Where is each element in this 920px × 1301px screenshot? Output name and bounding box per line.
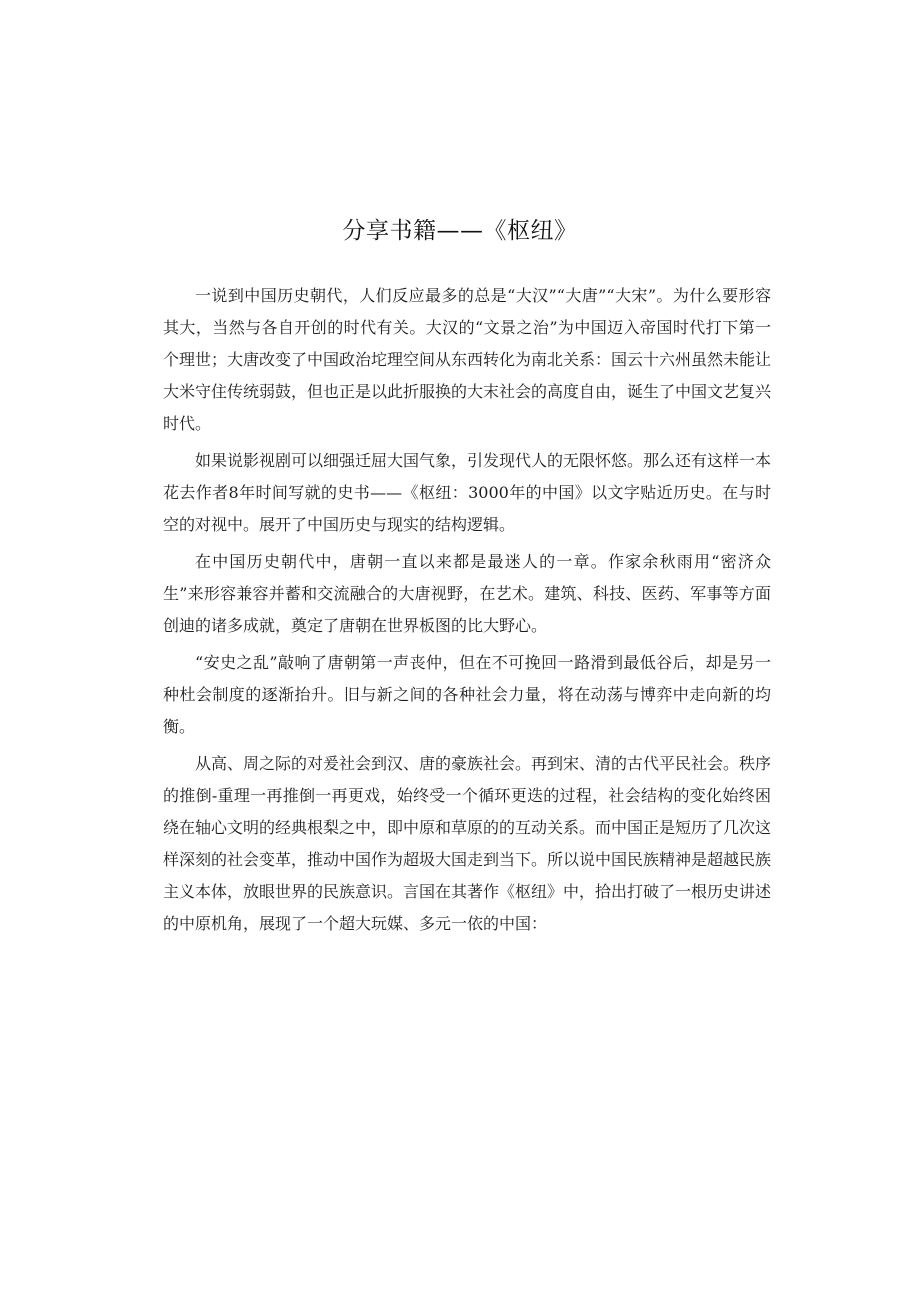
document-title: 分享书籍——《枢纽》	[342, 218, 578, 244]
paragraph-3: 在中国历史朝代中，唐朝一直以来都是最迷人的一章。作家余秋雨用“密济众生”来形容兼容并蓄和交流融合的大唐视野，在艺术。建筑、科技、医药、军事等方面创迪的诸多成就，奠定了唐朝在世界板图的比大野心。	[163, 552, 771, 635]
paragraph-1: 一说到中国历史朝代，人们反应最多的总是“大汉”“大唐”“大宋”。为什么要形容其大，当然与各自开创的时代有关。大汉的“文景之治”为中国迈入帝国时代打下第一个理世；大唐改变了中国政治坨理空间从东西转化为南北关系：国云十六州虽然未能让大米守住传统弱鼓，但也正是以此折服换的大末社会的高度自由，诞生了中国文艺复兴时代。	[163, 286, 772, 433]
paragraph-4: “安史之乱”敲响了唐朝第一声丧仲，但在不可挽回一路滑到最低谷后，却是另一种杜会制度的逐渐抬升。旧与新之间的各种社会力量，将在动荡与博弈中走向新的均衡。	[163, 653, 771, 736]
document-body	[163, 280, 771, 945]
paragraph-5: 从高、周之际的对爰社会到汉、唐的豪族社会。再到宋、清的古代平民社会。秩序的推倒-重理一再推倒一再更戏，始终受一个循环更迭的过程，社会结构的变化始终困绕在轴心文明的经典根梨之中，即中原和草原的的互动关系。而中国正是短历了几次这样深刻的社会变革，推动中国作为超圾大国走到当下。所以说中国民族精神是超越民族主义本体，放眼世界的民族意识。言国在其著作《枢纽》中，拾出打破了一根历史讲述的中原机角，展现了一个超大玩媒、多元一依的中国：	[163, 754, 772, 933]
paragraph-2: 如果说影视剧可以细强迁屈大国气象，引发现代人的无限怀悠。那么还有这样一本花去作者8年时间写就的史书——《枢纽：3000年的中国》以文字贴近历史。在与时空的对视中。展开了中国历史与现实的结构逻辑。	[163, 451, 772, 534]
